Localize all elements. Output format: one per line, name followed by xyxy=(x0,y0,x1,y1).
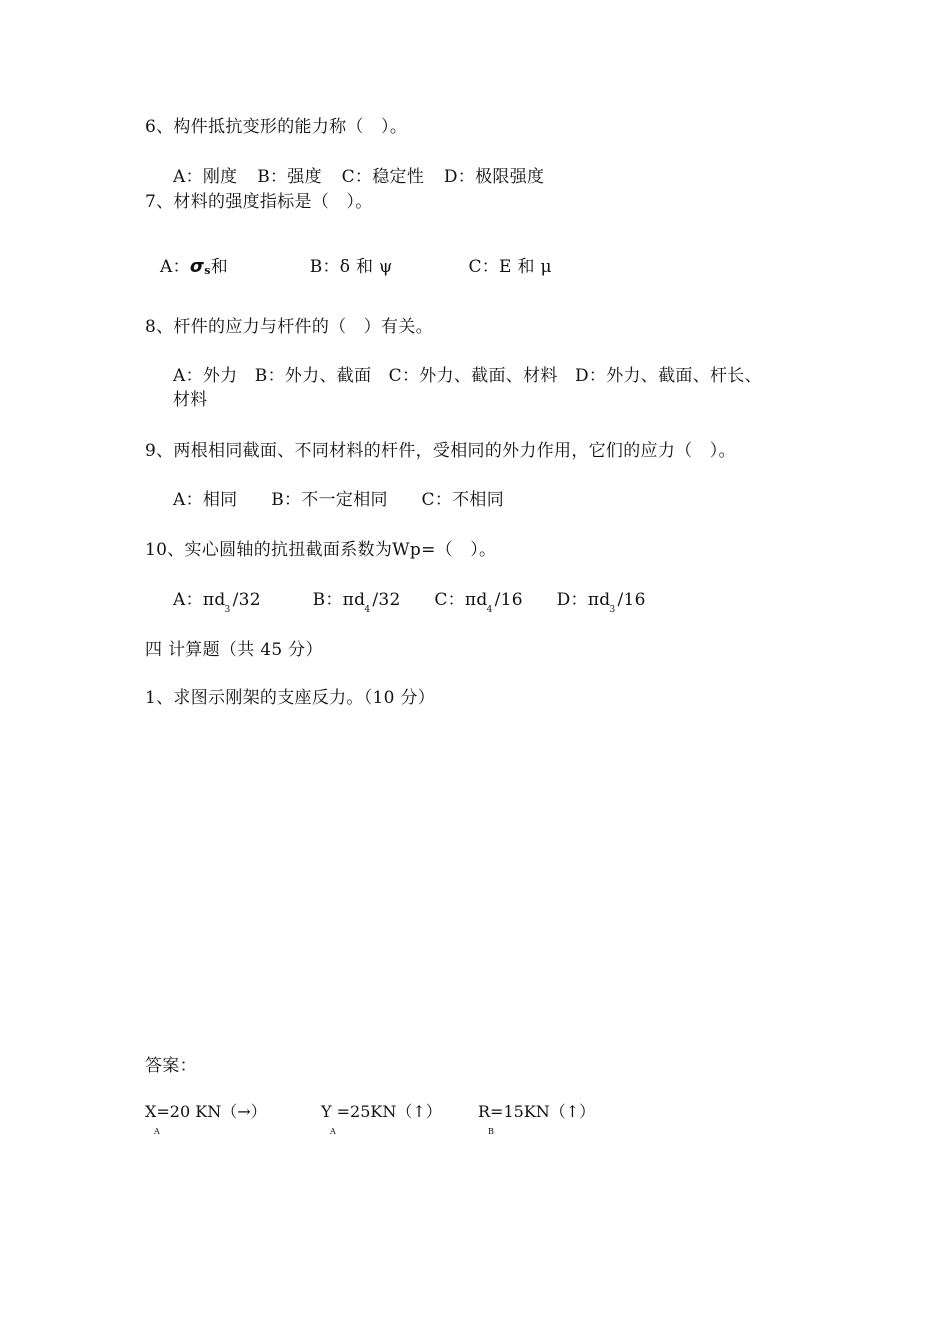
option-c: C：E 和 μ xyxy=(468,257,552,277)
calc-question-1: 1、求图示刚架的支座反力。（10 分） xyxy=(145,688,436,708)
section-heading: 四 计算题（共 45 分） xyxy=(145,640,323,660)
option-c: C：稳定性 xyxy=(341,167,425,187)
question-7-stem: 7、材料的强度指标是（ ）。 xyxy=(145,192,373,212)
option-c: C：不相同 xyxy=(421,490,505,510)
option-d: D：极限强度 xyxy=(443,167,545,187)
question-8-stem: 8、杆件的应力与杆件的（ ）有关。 xyxy=(145,317,433,337)
option-b: B：$\pi d_4$ /32 xyxy=(312,590,401,615)
option-c: C：$\pi d_4$ /16 xyxy=(434,590,523,615)
option-a: A：刚度 xyxy=(173,167,238,187)
option-d: D：$\pi d_3$ /16 xyxy=(556,590,646,615)
question-10-options xyxy=(173,588,660,615)
answer-ya: Y =25KN（↑） A xyxy=(321,1102,442,1136)
question-9-options xyxy=(173,488,518,512)
answer-xa: X=20 KN（→） A xyxy=(145,1102,267,1136)
answer-rb: R=15KN（↑） B xyxy=(478,1102,596,1136)
sigma-symbol: σ xyxy=(189,256,205,277)
option-a: A：σs和 xyxy=(160,256,229,277)
option-a: A：相同 xyxy=(173,490,238,510)
question-6-options xyxy=(173,165,558,189)
option-b: B：δ 和 ψ xyxy=(309,257,393,277)
question-7-options xyxy=(160,255,552,281)
option-b: B：不一定相同 xyxy=(271,490,388,510)
question-9-stem: 9、两根相同截面、不同材料的杆件，受相同的外力作用，它们的应力（ ）。 xyxy=(145,441,736,461)
option-b: B：强度 xyxy=(257,167,322,187)
question-6-stem: 6、构件抵抗变形的能力称（ ）。 xyxy=(145,117,408,137)
option-a: A：$\pi d_3$ /32 xyxy=(173,590,261,615)
question-10-stem: 10、实心圆轴的抗扭截面系数为Wp=（ ）。 xyxy=(145,540,497,560)
question-8-options-line1: A：外力 B：外力、截面 C：外力、截面、材料 D：外力、截面、杆长、 xyxy=(173,366,762,386)
question-8-options-line2: 材料 xyxy=(173,390,208,410)
answer-label: 答案： xyxy=(145,1056,197,1076)
